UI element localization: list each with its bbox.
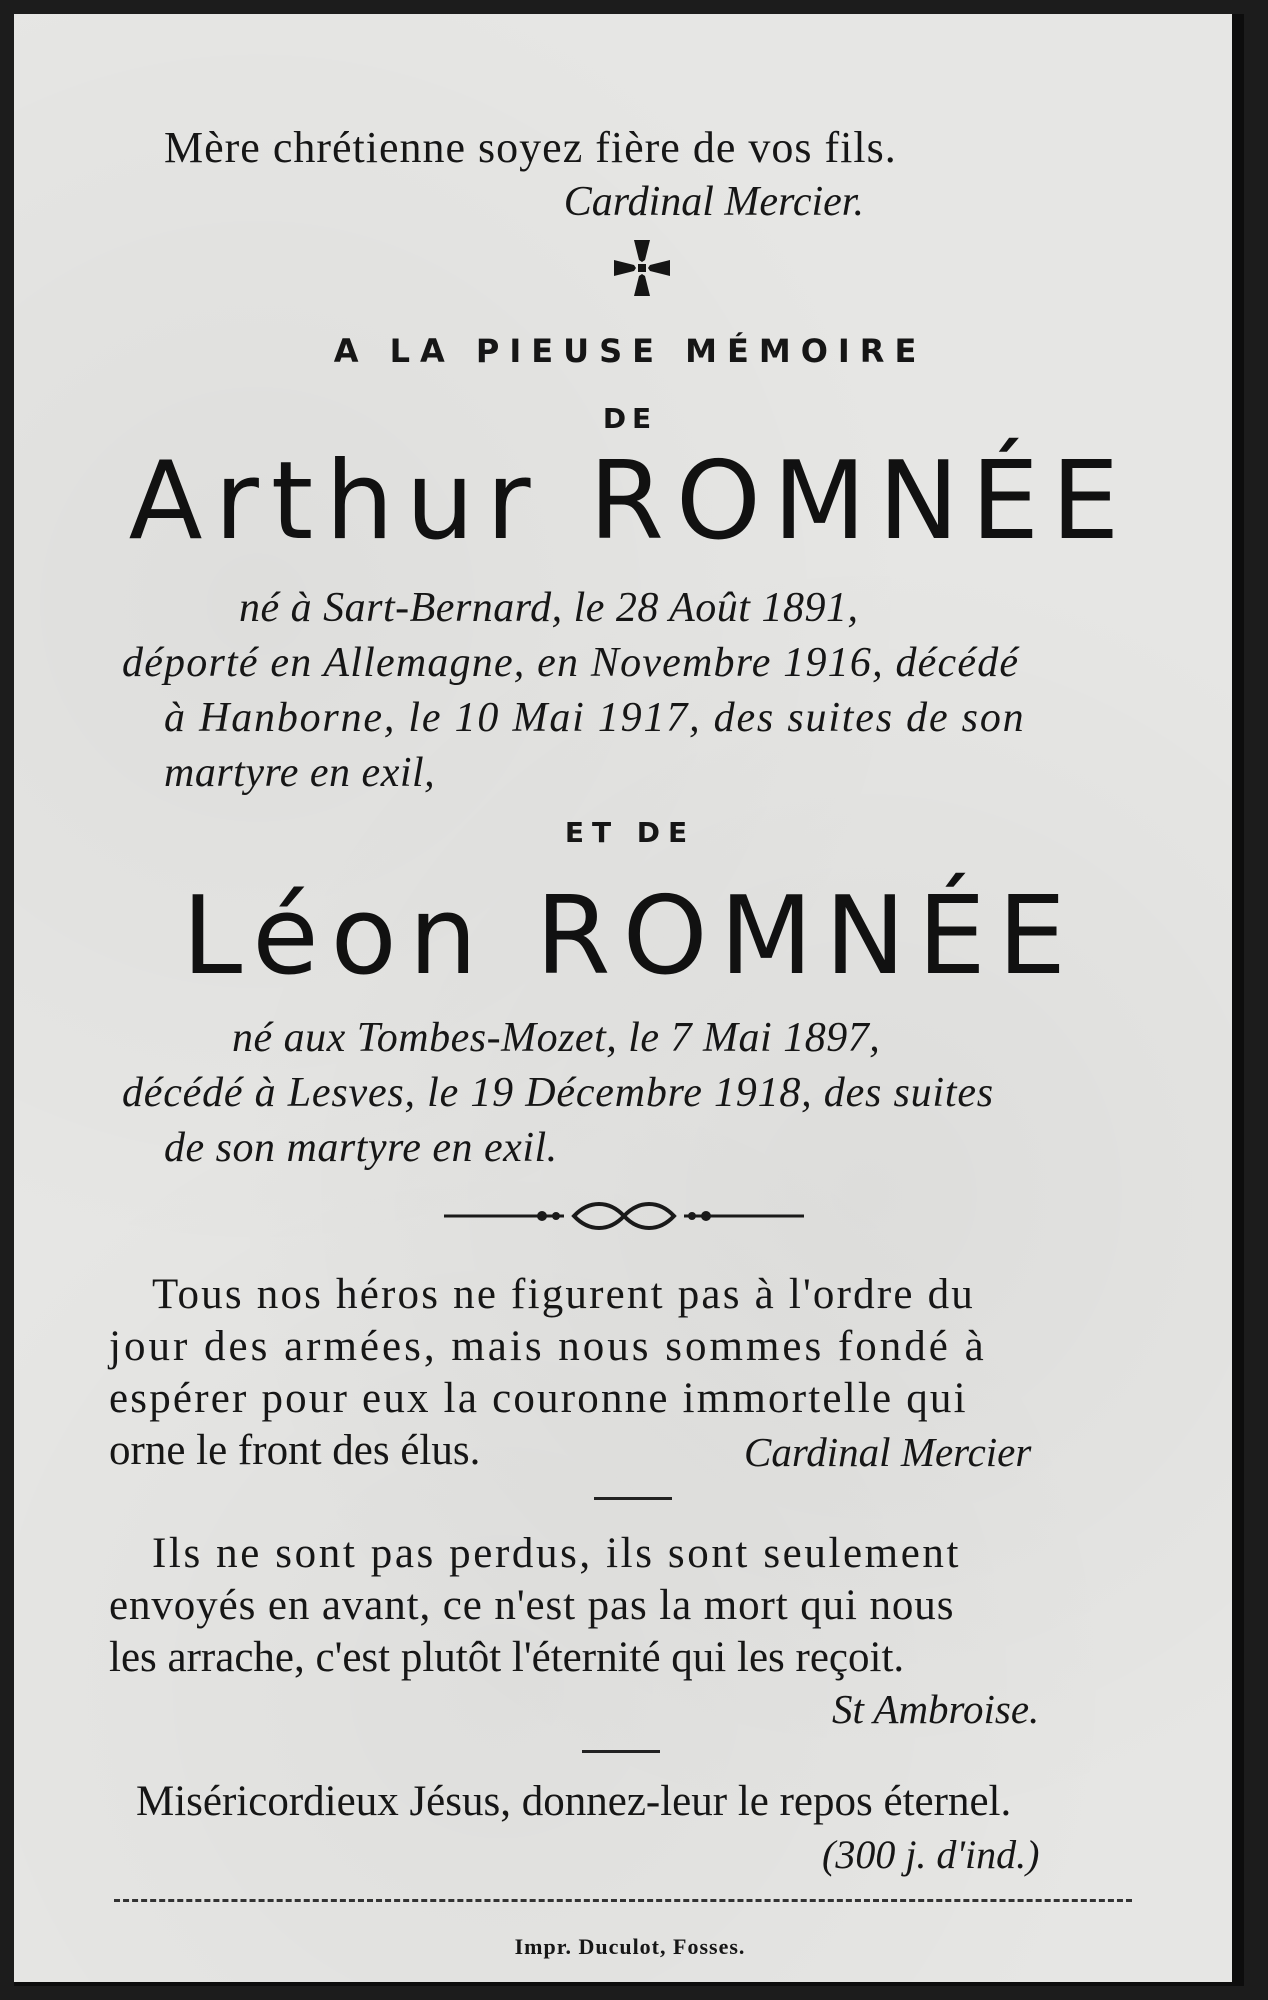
person2-bio-line: décédé à Lesves, le 19 Décembre 1918, des suites (122, 1070, 994, 1116)
person1-bio-line: né à Sart-Bernard, le 28 Août 1891, (239, 585, 859, 631)
quote3-line: Ils ne sont pas perdus, ils sont seulement (152, 1530, 962, 1577)
quote2-attribution: Cardinal Mercier (744, 1429, 1032, 1475)
ornament-divider (444, 1196, 804, 1236)
prayer-text: Miséricordieux Jésus, donnez-leur le repos éternel. (136, 1778, 1012, 1825)
person1-bio-line: à Hanborne, le 10 Mai 1917, des suites de son (164, 695, 1026, 741)
printer-credit: Impr. Duculot, Fosses. (514, 1934, 746, 1959)
indulgence-note: (300 j. d'ind.) (822, 1832, 1040, 1877)
quote3-line: les arrache, c'est plutôt l'éternité qui les reçoit. (109, 1634, 905, 1681)
quote2-line: jour des armées, mais nous sommes fondé à (109, 1323, 987, 1370)
person1-bio-line: martyre en exil, (164, 750, 436, 796)
epigraph-quote: Mère chrétienne soyez fière de vos fils. (164, 123, 897, 172)
person2-bio-line: de son martyre en exil. (164, 1125, 558, 1171)
cross-icon (612, 238, 672, 298)
quote3-line: envoyés en avant, ce n'est pas la mort qui nous (109, 1582, 955, 1629)
epigraph-attribution: Cardinal Mercier. (563, 179, 864, 225)
quote2-line: espérer pour eux la couronne immortelle qui (109, 1375, 968, 1422)
footer-rule (114, 1899, 1132, 1902)
de-heading: DE (602, 402, 658, 435)
person1-bio-line: déporté en Allemagne, en Novembre 1916, décédé (122, 640, 1020, 686)
quote2-line: Tous nos héros ne figurent pas à l'ordre du (152, 1271, 975, 1318)
short-rule (594, 1497, 672, 1500)
memoire-heading: A LA PIEUSE MÉMOIRE (333, 332, 927, 370)
person2-name: Léon ROMNÉE (181, 874, 1079, 999)
et-de-heading: ET DE (564, 816, 696, 849)
memorial-card (14, 14, 1244, 1986)
person1-name: Arthur ROMNÉE (128, 439, 1132, 564)
short-rule (582, 1750, 660, 1753)
quote3-attribution: St Ambroise. (832, 1686, 1040, 1732)
person2-bio-line: né aux Tombes-Mozet, le 7 Mai 1897, (232, 1015, 881, 1061)
quote2-line: orne le front des élus. (109, 1427, 481, 1474)
